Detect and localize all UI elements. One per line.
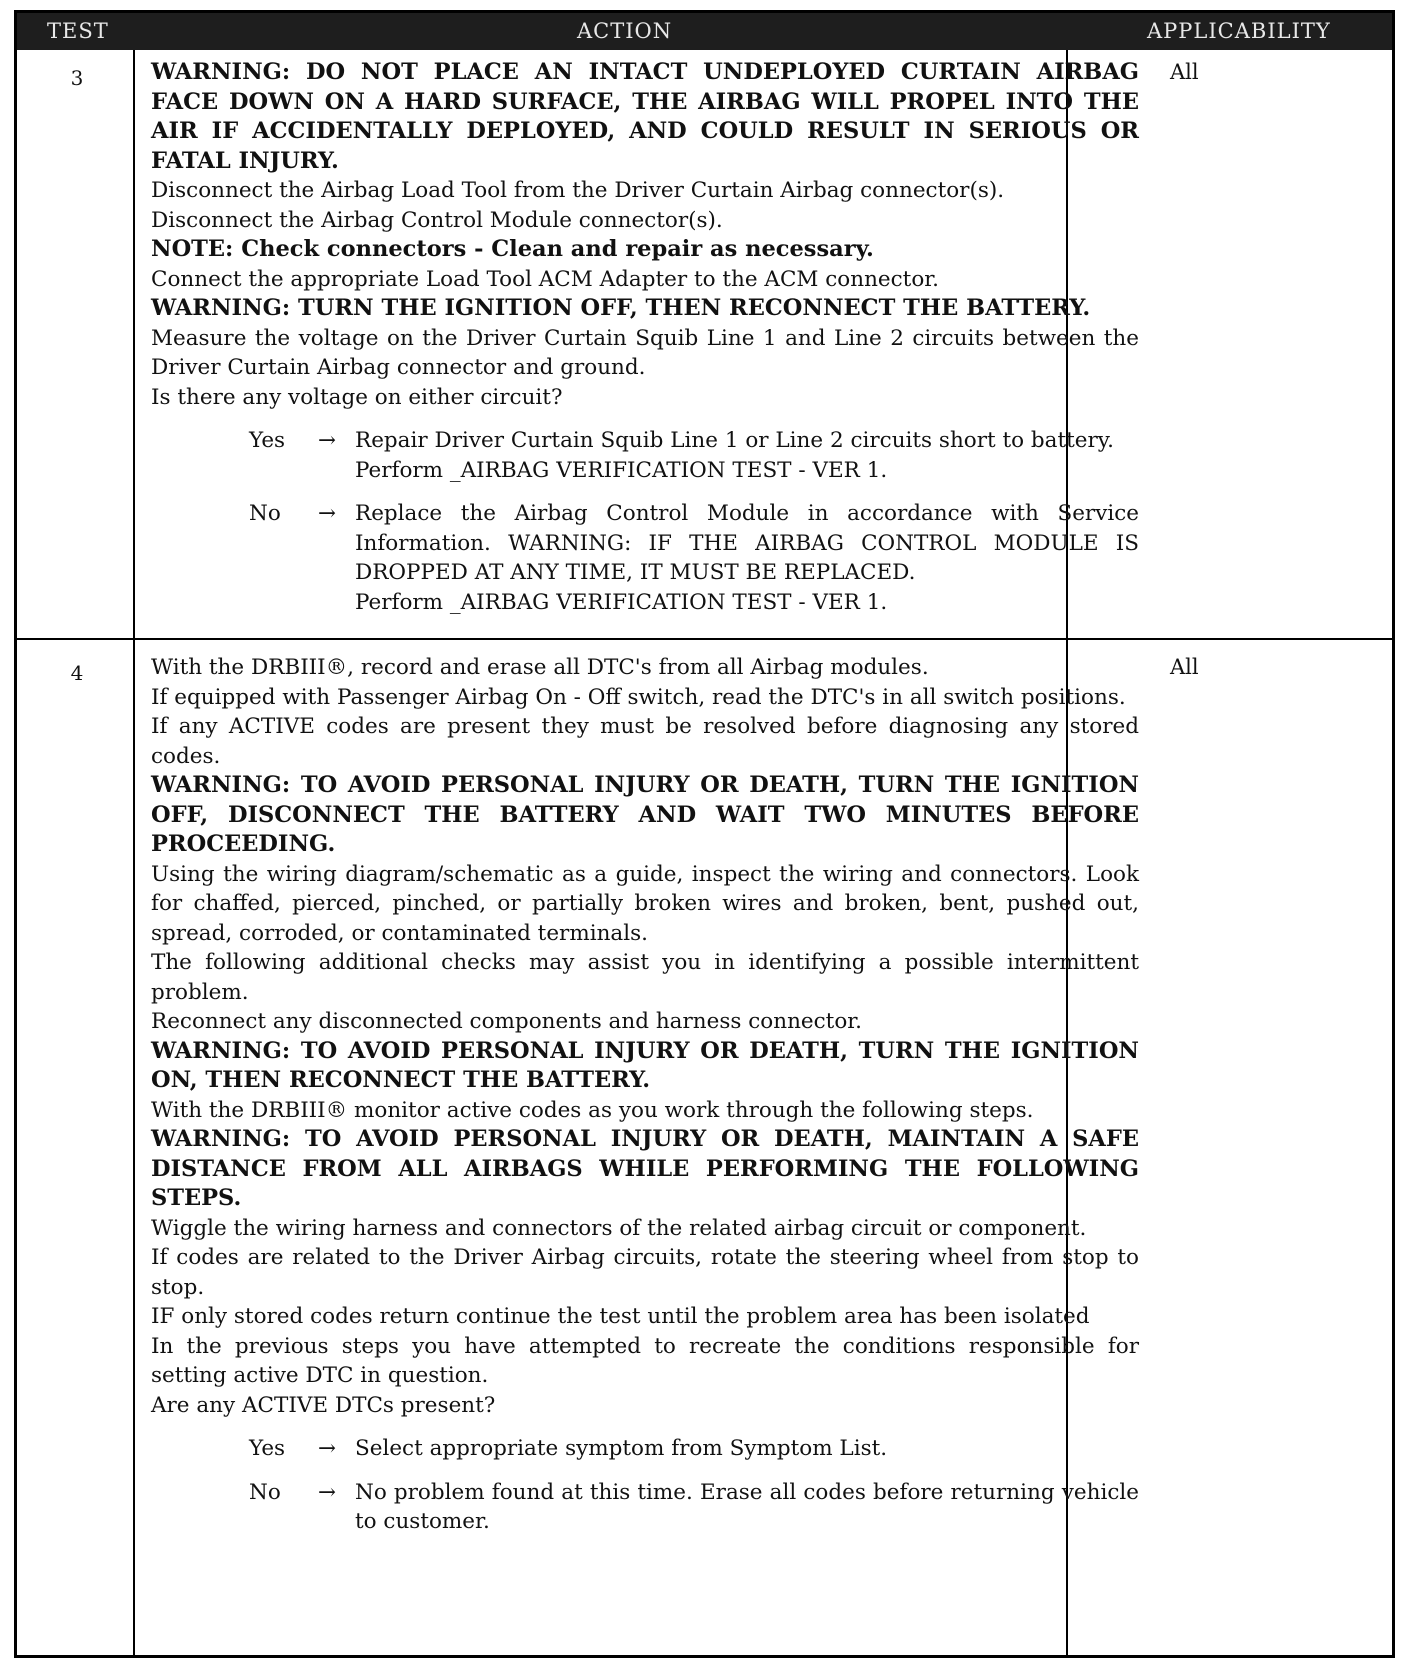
instruction-text: With the DRBIII®, record and erase all DTC's from all Airbag modules. xyxy=(151,655,929,680)
test-number: 3 xyxy=(70,66,84,90)
result-label: No xyxy=(249,1479,281,1505)
result-text: No problem found at this time. Erase all codes before returning vehicle to customer. xyxy=(355,1479,1139,1534)
instruction-text: Reconnect any disconnected components and harness connector. xyxy=(151,1009,863,1034)
instruction-text: Disconnect the Airbag Control Module connector(s). xyxy=(151,207,723,233)
warning-text: WARNING: TO AVOID PERSONAL INJURY OR DEATH, TURN THE IGNITION ON, THEN RECONNECT THE BATTERY. xyxy=(151,1037,1139,1093)
applicability-value: All xyxy=(1170,60,1199,84)
result-no xyxy=(151,1478,1139,1537)
result-yes xyxy=(151,1434,1139,1464)
applicability-value: All xyxy=(1170,655,1199,679)
table-header xyxy=(17,13,1392,50)
action-cell-test-3 xyxy=(151,58,1139,617)
result-text: Repair Driver Curtain Squib Line 1 or Line 2 circuits short to battery. xyxy=(355,428,1114,453)
instruction-text: Connect the appropriate Load Tool ACM Adapter to the ACM connector. xyxy=(151,266,940,292)
question-text: Are any ACTIVE DTCs present? xyxy=(151,1392,496,1418)
perform-text: Perform _AIRBAG VERIFICATION TEST - VER 1. xyxy=(355,457,888,483)
instruction-text: The following additional checks may assist you in identifying a possible intermittent problem. xyxy=(151,950,1139,1005)
diagnostic-table xyxy=(14,10,1395,1658)
result-label: Yes xyxy=(249,428,286,453)
question-text: Is there any voltage on either circuit? xyxy=(151,384,563,410)
warning-text: WARNING: DO NOT PLACE AN INTACT UNDEPLOYED CURTAIN AIRBAG FACE DOWN ON A HARD SURFACE, THE AIRBAG WILL PROPEL INTO THE AIR IF ACCIDENTALLY DEPLOYED, AND COULD RESULT IN SERIOUS OR FATAL INJURY. xyxy=(151,59,1139,174)
result-yes xyxy=(151,426,1139,485)
arrow-icon: → xyxy=(317,501,336,526)
result-label: No xyxy=(249,501,281,526)
instruction-text: If any ACTIVE codes are present they must be resolved before diagnosing any stored codes. xyxy=(151,714,1139,769)
perform-text: Perform _AIRBAG VERIFICATION TEST - VER 1. xyxy=(355,589,888,615)
note-text: NOTE: Check connectors - Clean and repair as necessary. xyxy=(151,236,874,262)
warning-text: WARNING: TO AVOID PERSONAL INJURY OR DEATH, TURN THE IGNITION OFF, DISCONNECT THE BATTERY AND WAIT TWO MINUTES BEFORE PROCEEDING. xyxy=(151,772,1139,857)
instruction-text: If codes are related to the Driver Airbag circuits, rotate the steering wheel from stop to stop. xyxy=(151,1245,1139,1300)
result-label: Yes xyxy=(249,1436,286,1461)
instruction-text: Measure the voltage on the Driver Curtain Squib Line 1 and Line 2 circuits between the Driver Curtain Airbag connector and ground. xyxy=(151,325,1139,380)
action-cell-test-4 xyxy=(151,653,1139,1537)
result-text: Replace the Airbag Control Module in accordance with Service Information. WARNING: IF THE AIRBAG CONTROL MODULE IS DROPPED AT ANY TIME, IT MUST BE REPLACED. xyxy=(355,501,1139,585)
row-divider xyxy=(17,638,1392,640)
test-number: 4 xyxy=(70,661,84,685)
header-applicability: APPLICABILITY xyxy=(1147,19,1331,43)
instruction-text: In the previous steps you have attempted to recreate the conditions responsible for setting active DTC in question. xyxy=(151,1333,1139,1388)
instruction-text: If equipped with Passenger Airbag On - Off switch, read the DTC's in all switch positions. xyxy=(151,684,1126,710)
warning-text: WARNING: TURN THE IGNITION OFF, THEN RECONNECT THE BATTERY. xyxy=(151,295,1091,321)
header-test: TEST xyxy=(47,19,109,43)
instruction-text: Disconnect the Airbag Load Tool from the Driver Curtain Airbag connector(s). xyxy=(151,178,1005,203)
instruction-text: Wiggle the wiring harness and connectors of the related airbag circuit or component. xyxy=(151,1215,1087,1241)
instruction-text: Using the wiring diagram/schematic as a guide, inspect the wiring and connectors. Look for chaffed, pierced, pinched, or partially broken wires and broken, bent, pushed out, spread, corroded, or contaminated terminals. xyxy=(151,861,1139,946)
result-no xyxy=(151,499,1139,617)
arrow-icon: → xyxy=(317,1479,336,1505)
arrow-icon: → xyxy=(317,1436,336,1461)
arrow-icon: → xyxy=(317,428,336,453)
result-text: Select appropriate symptom from Symptom List. xyxy=(355,1436,888,1461)
warning-text: WARNING: TO AVOID PERSONAL INJURY OR DEATH, MAINTAIN A SAFE DISTANCE FROM ALL AIRBAGS WHILE PERFORMING THE FOLLOWING STEPS. xyxy=(151,1126,1139,1211)
column-divider xyxy=(133,50,135,1655)
header-action: ACTION xyxy=(577,19,673,43)
instruction-text: IF only stored codes return continue the test until the problem area has been isolated xyxy=(151,1304,1090,1329)
instruction-text: With the DRBIII® monitor active codes as you work through the following steps. xyxy=(151,1097,1034,1123)
